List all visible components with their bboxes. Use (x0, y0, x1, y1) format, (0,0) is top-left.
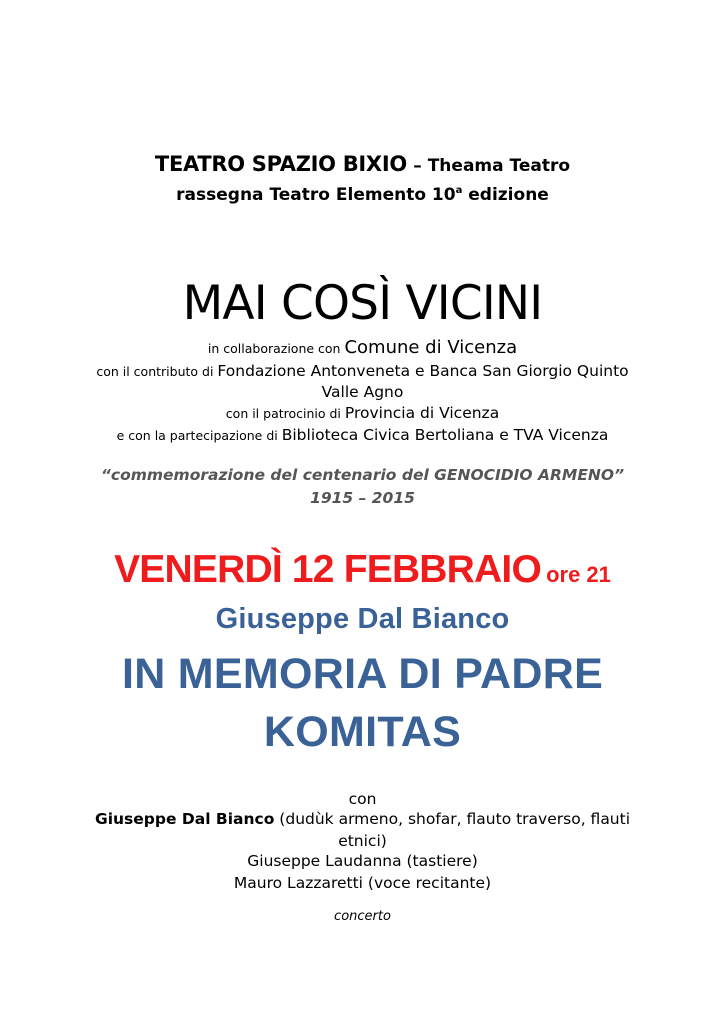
patronage-line (0, 402, 725, 425)
event-date: VENERDÌ 12 FEBBRAIO (114, 548, 541, 591)
performer-1-role: (dudùk armeno, shofar, flauto traverso, flauti (274, 810, 631, 828)
company-name: – Theama Teatro (413, 156, 571, 176)
commemoration-years: 1915 – 2015 (310, 489, 415, 507)
collaboration-prefix: in collaborazione con (207, 341, 345, 356)
series-edition: edizione (462, 185, 549, 205)
venue-line (0, 150, 725, 180)
contribution-line (0, 360, 725, 383)
commemoration-text: “commemorazione del centenario del GENOCIDIO ARMENO” (100, 466, 625, 484)
contribution-name: Fondazione Antonveneta e Banca San Giorgio Quinto (217, 362, 629, 380)
work-title-line1: IN MEMORIA DI PADRE (121, 650, 604, 698)
collaboration-name: Comune di Vicenza (344, 337, 518, 358)
cast-performer-1 (0, 808, 725, 830)
work-title-line2: KOMITAS (263, 708, 462, 756)
patronage-name: Provincia di Vicenza (344, 404, 500, 422)
participation-line (0, 424, 725, 447)
event-datetime (0, 542, 725, 605)
series-superscript: a (455, 185, 463, 196)
patronage-prefix: con il patrocinio di (225, 406, 345, 421)
performer-1-name: Giuseppe Dal Bianco (94, 810, 275, 828)
venue-name: TEATRO SPAZIO BIXIO (154, 152, 407, 176)
author-name: Giuseppe Dal Bianco (215, 603, 510, 635)
cast-performer-3: Mauro Lazzaretti (voce recitante) (233, 874, 492, 892)
participation-name: Biblioteca Civica Bertoliana e TVA Vicenza (281, 426, 609, 444)
contribution-prefix: con il contributo di (96, 364, 218, 379)
cast-performer-2: Giuseppe Laudanna (tastiere) (247, 852, 478, 870)
participation-prefix: e con la partecipazione di (116, 428, 282, 443)
cast-intro: con (348, 790, 377, 808)
show-title: MAI COSÌ VICINI (182, 276, 543, 331)
series-line (0, 181, 725, 209)
series-text: rassegna Teatro Elemento 10 (176, 185, 456, 205)
performer-1-role-cont: etnici) (338, 832, 387, 850)
event-time: ore 21 (546, 562, 611, 587)
contribution-name-cont: Valle Agno (321, 383, 404, 401)
collaboration-line (0, 335, 725, 362)
event-genre: concerto (334, 909, 391, 924)
